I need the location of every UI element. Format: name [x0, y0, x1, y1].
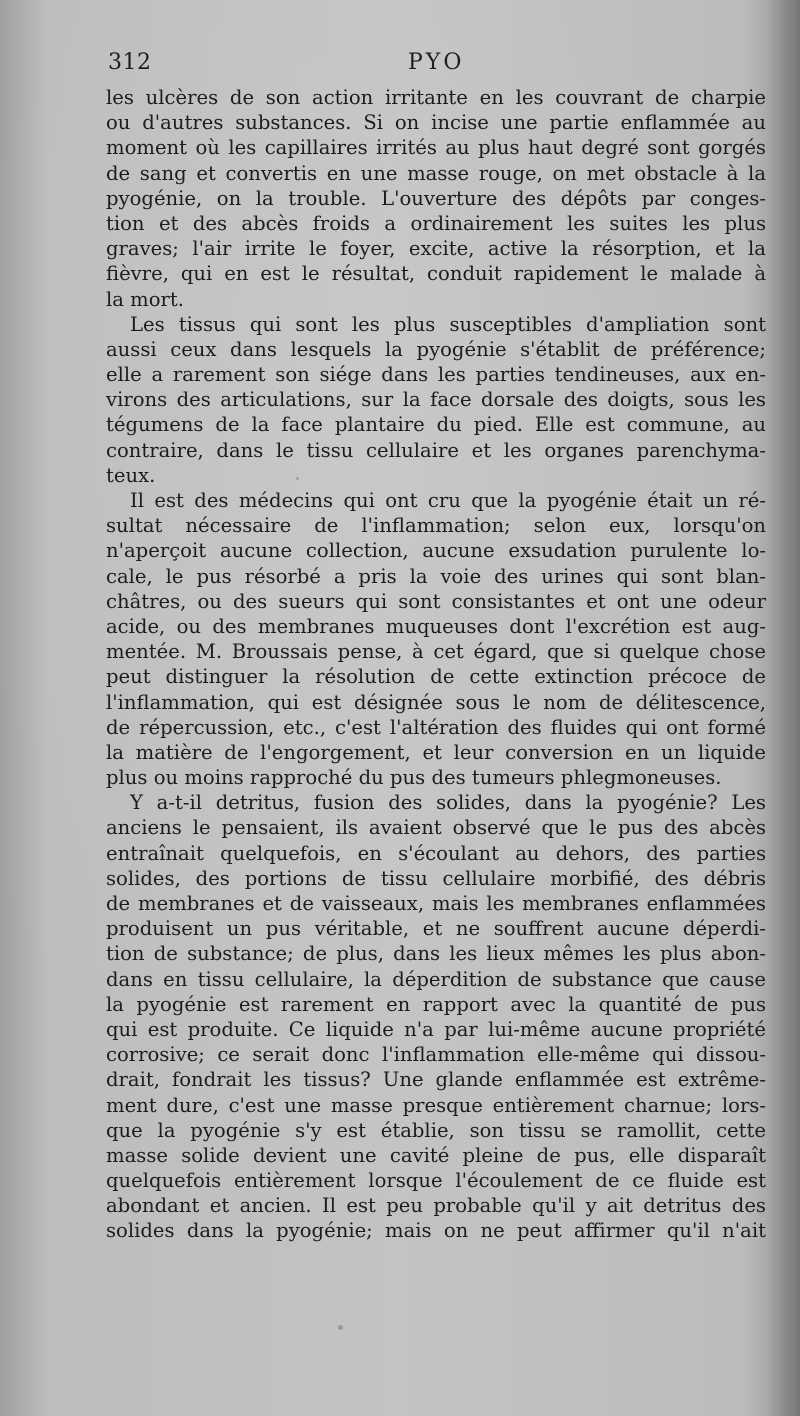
text-line: abondant et ancien. Il est peu probable qu'il y ait detritus des [106, 1194, 766, 1218]
text-line: la pyogénie est rarement en rapport avec la quantité de pus [106, 992, 766, 1016]
page-header [108, 50, 768, 80]
text-line: de répercussion, etc., c'est l'altération des fluides qui ont formé [106, 715, 766, 739]
paper-speck [338, 1325, 343, 1330]
text-line: la mort. [106, 287, 185, 311]
text-line: contraire, dans le tissu cellulaire et les organes parenchyma- [106, 438, 766, 462]
text-line: virons des articulations, sur la face dorsale des doigts, sous les [106, 388, 766, 412]
text-line: tion de substance; de plus, dans les lieux mêmes les plus abon- [106, 942, 766, 966]
text-line: graves; l'air irrite le foyer, excite, active la résorption, et la [106, 237, 766, 261]
text-line: l'inflammation, qui est désignée sous le nom de délitescence, [106, 690, 766, 714]
text-line: entraînait quelquefois, en s'écoulant au dehors, des parties [106, 841, 766, 865]
text-line: cale, le pus résorbé a pris la voie des urines qui sont blan- [106, 564, 766, 588]
text-line: Les tissus qui sont les plus susceptibles d'ampliation sont [130, 312, 766, 336]
text-line: n'aperçoit aucune collection, aucune exsudation purulente lo- [106, 539, 766, 563]
text-line: ment dure, c'est une masse presque entièrement charnue; lors- [106, 1093, 766, 1117]
text-line: tion et des abcès froids a ordinairement les suites les plus [106, 211, 766, 235]
text-line: anciens le pensaient, ils avaient observé que le pus des abcès [106, 816, 766, 840]
text-line: mentée. M. Broussais pense, à cet égard, que si quelque chose [106, 640, 766, 664]
text-line: masse solide devient une cavité pleine de pus, elle disparaît [106, 1143, 766, 1167]
text-line: les ulcères de son action irritante en les couvrant de charpie [106, 86, 766, 109]
text-line: peut distinguer la résolution de cette extinction précoce de [106, 665, 766, 689]
text-line: fièvre, qui en est le résultat, conduit rapidement le malade à [106, 262, 766, 286]
text-line: acide, ou des membranes muqueuses dont l'excrétion est aug- [106, 614, 766, 638]
text-line: quelquefois entièrement lorsque l'écoulement de ce fluide est [106, 1169, 766, 1193]
text-line: tégumens de la face plantaire du pied. Elle est commune, au [106, 413, 766, 437]
text-line: teux. [106, 463, 156, 487]
text-line: pyogénie, on la trouble. L'ouverture des dépôts par conges- [106, 186, 766, 210]
running-head: PYO [408, 50, 465, 75]
text-line: produisent un pus véritable, et ne souffrent aucune déperdi- [106, 917, 766, 941]
text-line: solides, des portions de tissu cellulaire morbifié, des débris [106, 866, 766, 890]
text-line: Il est des médecins qui ont cru que la pyogénie était un ré- [130, 489, 766, 512]
text-line: dans en tissu cellulaire, la déperdition de substance que cause [106, 967, 766, 991]
text-line: de sang et convertis en une masse rouge, on met obstacle à la [106, 161, 766, 185]
text-line: aussi ceux dans lesquels la pyogénie s'établit de préférence; [106, 337, 766, 361]
text-line: solides dans la pyogénie; mais on ne peut affirmer qu'il n'ait [106, 1219, 766, 1243]
paper-speck [296, 477, 299, 480]
text-line: corrosive; ce serait donc l'inflammation elle-même qui dissou- [106, 1043, 766, 1067]
text-line: moment où les capillaires irrités au plus haut degré sont gorgés [106, 136, 766, 160]
text-line: plus ou moins rapproché du pus des tumeurs phlegmoneuses. [106, 766, 722, 790]
page-edge-shadow [766, 0, 800, 1416]
text-line: sultat nécessaire de l'inflammation; selon eux, lorsqu'on [106, 514, 766, 538]
text-line: Y a-t-il detritus, fusion des solides, dans la pyogénie? Les [130, 791, 766, 815]
body-text [106, 85, 766, 1244]
text-line: châtres, ou des sueurs qui sont consistantes et ont une odeur [106, 589, 766, 613]
text-line: la matière de l'engorgement, et leur conversion en un liquide [106, 740, 766, 764]
text-line: drait, fondrait les tissus? Une glande enflammée est extrême- [106, 1068, 766, 1092]
text-line: ou d'autres substances. Si on incise une partie enflammée au [106, 111, 766, 135]
page-number: 312 [108, 50, 152, 75]
text-line: elle a rarement son siége dans les parties tendineuses, aux en- [106, 363, 766, 387]
text-line: de membranes et de vaisseaux, mais les membranes enflammées [106, 892, 766, 915]
text-line: qui est produite. Ce liquide n'a par lui-même aucune propriété [106, 1017, 766, 1041]
text-line: que la pyogénie s'y est établie, son tissu se ramollit, cette [106, 1118, 766, 1142]
